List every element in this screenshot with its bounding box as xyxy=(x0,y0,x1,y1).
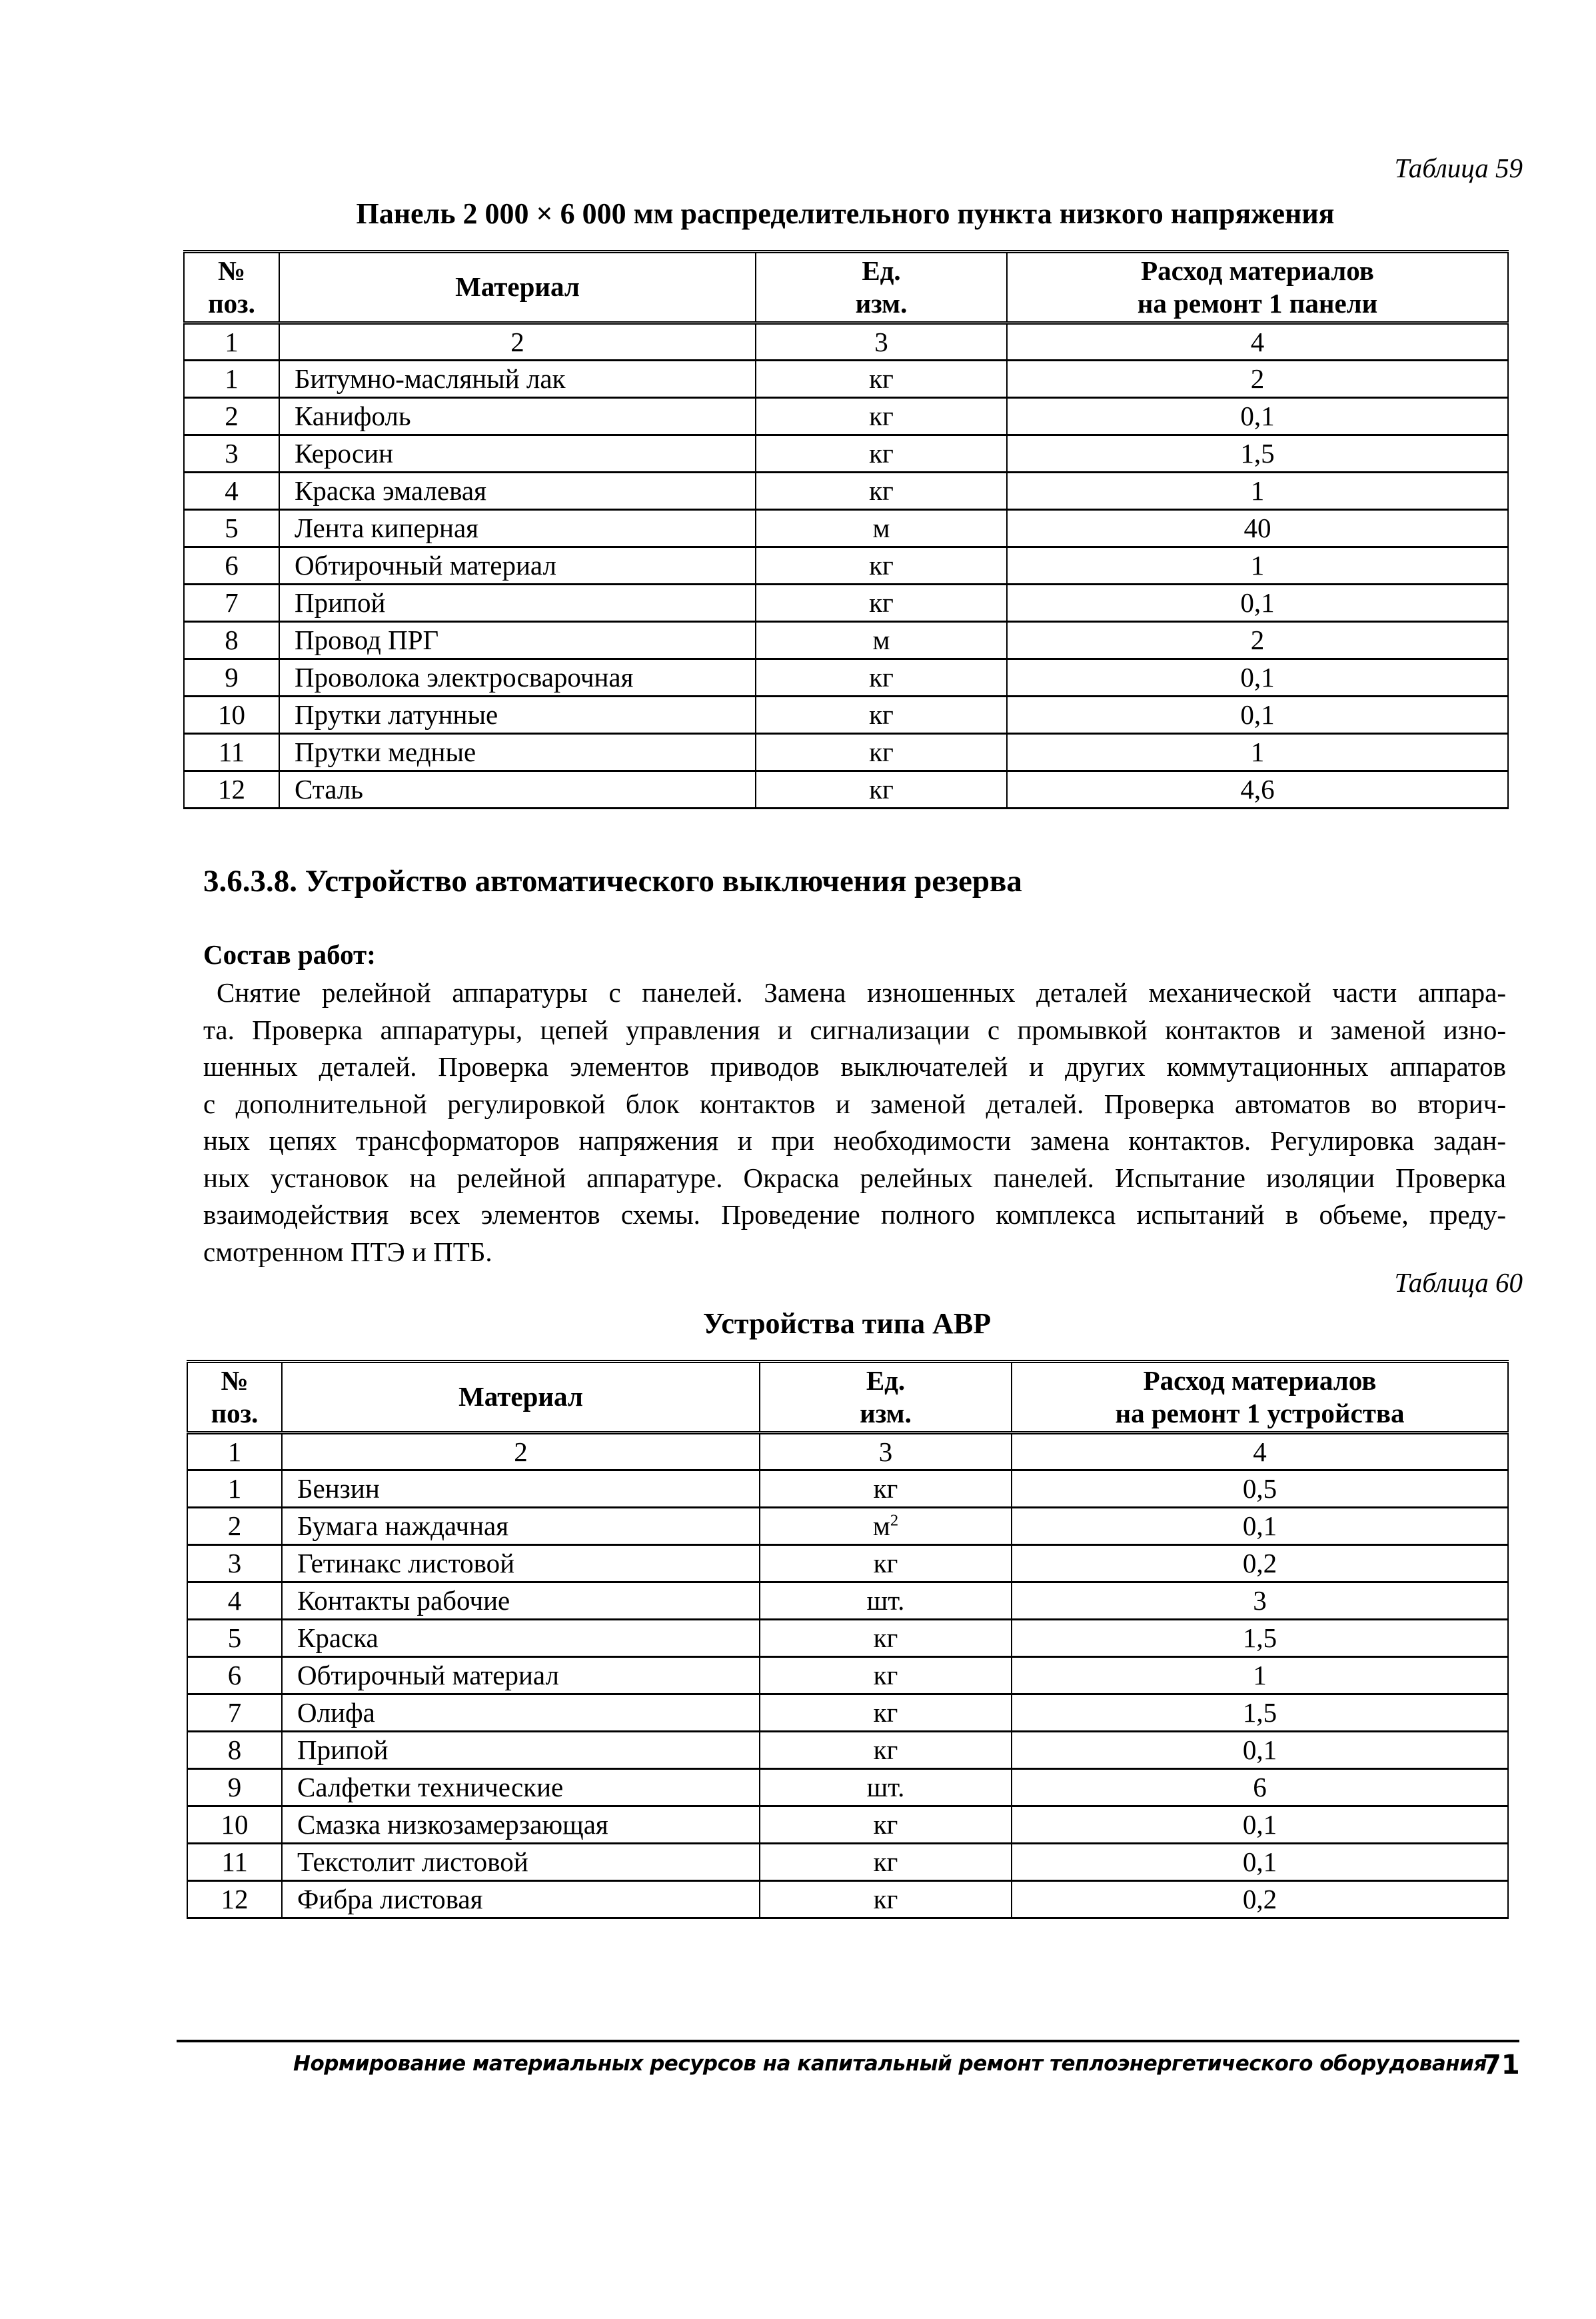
table-59 xyxy=(183,250,1509,809)
header-consumption-line1: Расход материалов xyxy=(1141,255,1374,286)
cell-material: Прутки латунные xyxy=(279,697,756,734)
unit-text: кг xyxy=(873,1734,898,1765)
cell-material: Смазка низкозамерзающая xyxy=(282,1806,760,1844)
footer-running-title: Нормирование материальных ресурсов на капитальный ремонт теплоэнергетического оборудования xyxy=(293,2052,1487,2076)
cell-pos: 11 xyxy=(184,734,279,771)
table-row xyxy=(184,435,1508,473)
footer-rule xyxy=(177,2040,1519,2042)
cell-pos: 3 xyxy=(187,1545,282,1582)
cell-material: Текстолит листовой xyxy=(282,1844,760,1881)
section-subheading: Состав работ: xyxy=(203,939,376,970)
cell-amount: 0,2 xyxy=(1012,1881,1508,1918)
cell-amount: 2 xyxy=(1007,622,1508,659)
table-row xyxy=(184,398,1508,435)
column-number: 2 xyxy=(279,323,756,361)
cell-amount: 6 xyxy=(1012,1769,1508,1806)
cell-pos: 9 xyxy=(184,659,279,697)
table-row xyxy=(184,585,1508,622)
cell-amount: 40 xyxy=(1007,510,1508,547)
unit-text: кг xyxy=(873,1473,898,1504)
cell-unit: кг xyxy=(756,697,1007,734)
table-row xyxy=(184,771,1508,809)
table-60-label: Таблица 60 xyxy=(1394,1267,1523,1298)
table-row xyxy=(184,734,1508,771)
work-line: ных установок на релейной аппаратуре. Окраска релейных панелей. Испытание изоляции Проверка xyxy=(203,1162,1506,1193)
cell-amount: 1,5 xyxy=(1012,1694,1508,1732)
cell-amount: 0,1 xyxy=(1012,1844,1508,1881)
column-number: 3 xyxy=(760,1433,1012,1470)
cell-pos: 8 xyxy=(184,622,279,659)
cell-unit: кг xyxy=(756,435,1007,473)
header-consumption-line2: на ремонт 1 панели xyxy=(1137,288,1378,319)
cell-material: Лента киперная xyxy=(279,510,756,547)
unit-text: м xyxy=(872,1510,890,1541)
table-row xyxy=(187,1508,1508,1545)
table-59-label: Таблица 59 xyxy=(1394,153,1523,183)
cell-material: Проволока электросварочная xyxy=(279,659,756,697)
cell-amount: 0,1 xyxy=(1012,1508,1508,1545)
unit-text: кг xyxy=(873,1548,898,1578)
table-row xyxy=(184,697,1508,734)
cell-material: Гетинакс листовой xyxy=(282,1545,760,1582)
cell-material: Олифа xyxy=(282,1694,760,1732)
cell-unit xyxy=(760,1844,1012,1881)
work-line: шенных деталей. Проверка элементов приводов выключателей и других коммутационных аппаратов xyxy=(203,1051,1506,1082)
table-row xyxy=(187,1694,1508,1732)
unit-text: кг xyxy=(873,1697,898,1728)
table-59-title: Панель 2 000 × 6 000 мм распределительного пункта низкого напряжения xyxy=(356,197,1335,230)
cell-unit: кг xyxy=(756,734,1007,771)
cell-unit: м xyxy=(756,510,1007,547)
cell-unit: кг xyxy=(756,585,1007,622)
work-line: смотренном ПТЭ и ПТБ. xyxy=(203,1236,492,1267)
work-line: та. Проверка аппаратуры, цепей управления и сигнализации с промывкой контактов и заменой изно- xyxy=(203,1014,1506,1045)
cell-amount: 3 xyxy=(1012,1582,1508,1620)
column-number: 3 xyxy=(756,323,1007,361)
cell-material: Канифоль xyxy=(279,398,756,435)
header-pos-line1: № xyxy=(217,255,246,286)
table-60-title: Устройства типа АВР xyxy=(702,1307,992,1340)
table-row xyxy=(187,1881,1508,1918)
cell-pos: 2 xyxy=(187,1508,282,1545)
section-heading: 3.6.3.8. Устройство автоматического выключения резерва xyxy=(203,864,1022,899)
cell-pos: 2 xyxy=(184,398,279,435)
column-number: 4 xyxy=(1012,1433,1508,1470)
cell-material: Краска эмалевая xyxy=(279,473,756,510)
header-consumption-line2: на ремонт 1 устройства xyxy=(1115,1398,1405,1428)
cell-unit xyxy=(760,1694,1012,1732)
header-pos-line2: поз. xyxy=(211,1398,259,1428)
header-unit-line2: изм. xyxy=(855,288,908,319)
cell-unit xyxy=(760,1470,1012,1508)
column-number: 1 xyxy=(184,323,279,361)
cell-unit xyxy=(760,1582,1012,1620)
cell-unit: кг xyxy=(756,398,1007,435)
cell-unit xyxy=(760,1508,1012,1545)
table-60-header-row xyxy=(187,1362,1508,1433)
header-consumption xyxy=(1007,252,1508,323)
cell-amount: 0,1 xyxy=(1007,697,1508,734)
cell-unit: кг xyxy=(756,473,1007,510)
header-consumption-line1: Расход материалов xyxy=(1143,1364,1377,1396)
cell-unit xyxy=(760,1620,1012,1657)
cell-material: Битумно-масляный лак xyxy=(279,361,756,398)
cell-material: Бумага наждачная xyxy=(282,1508,760,1545)
cell-amount: 1 xyxy=(1012,1657,1508,1694)
work-line: с дополнительной регулировкой блок контактов и заменой деталей. Проверка автоматов во вторич- xyxy=(203,1088,1506,1119)
cell-amount: 0,1 xyxy=(1012,1732,1508,1769)
header-unit-line1: Ед. xyxy=(862,255,901,286)
table-row xyxy=(184,659,1508,697)
unit-text: кг xyxy=(873,1846,898,1877)
table-row xyxy=(187,1806,1508,1844)
cell-pos: 12 xyxy=(187,1881,282,1918)
cell-material: Обтирочный материал xyxy=(279,547,756,585)
cell-pos: 9 xyxy=(187,1769,282,1806)
cell-pos: 10 xyxy=(184,697,279,734)
cell-amount: 1,5 xyxy=(1007,435,1508,473)
header-pos-line2: поз. xyxy=(208,288,255,319)
unit-superscript: 2 xyxy=(890,1511,899,1530)
cell-pos: 7 xyxy=(187,1694,282,1732)
table-row xyxy=(184,473,1508,510)
cell-material: Салфетки технические xyxy=(282,1769,760,1806)
cell-material: Краска xyxy=(282,1620,760,1657)
cell-unit xyxy=(760,1769,1012,1806)
column-number-row xyxy=(187,1433,1508,1470)
cell-material: Прутки медные xyxy=(279,734,756,771)
work-line: Снятие релейной аппаратуры с панелей. Замена изношенных деталей механической части аппара- xyxy=(217,977,1506,1008)
cell-pos: 1 xyxy=(187,1470,282,1508)
cell-material: Контакты рабочие xyxy=(282,1582,760,1620)
cell-pos: 5 xyxy=(187,1620,282,1657)
table-row xyxy=(187,1657,1508,1694)
cell-pos: 1 xyxy=(184,361,279,398)
cell-amount: 1 xyxy=(1007,473,1508,510)
table-row xyxy=(184,547,1508,585)
cell-material: Сталь xyxy=(279,771,756,809)
header-consumption xyxy=(1012,1362,1508,1433)
header-unit-line1: Ед. xyxy=(866,1364,906,1396)
work-description xyxy=(203,975,1506,1270)
unit-text: кг xyxy=(873,1622,898,1653)
cell-pos: 10 xyxy=(187,1806,282,1844)
cell-pos: 12 xyxy=(184,771,279,809)
cell-unit: м xyxy=(756,622,1007,659)
table-row xyxy=(187,1582,1508,1620)
column-number-row xyxy=(184,323,1508,361)
cell-amount: 0,1 xyxy=(1007,585,1508,622)
table-row xyxy=(184,510,1508,547)
column-number: 2 xyxy=(282,1433,760,1470)
unit-text: кг xyxy=(873,1660,898,1690)
page-number: 71 xyxy=(1483,2050,1520,2080)
cell-material: Бензин xyxy=(282,1470,760,1508)
unit-text: кг xyxy=(873,1809,898,1840)
cell-amount: 1 xyxy=(1007,547,1508,585)
work-line: ных цепях трансформаторов напряжения и при необходимости замена контактов. Регулировка задан- xyxy=(203,1125,1506,1156)
cell-unit xyxy=(760,1881,1012,1918)
header-unit xyxy=(760,1362,1012,1433)
cell-amount: 0,1 xyxy=(1012,1806,1508,1844)
cell-pos: 4 xyxy=(187,1582,282,1620)
cell-unit: кг xyxy=(756,547,1007,585)
cell-unit xyxy=(760,1732,1012,1769)
table-row xyxy=(187,1732,1508,1769)
work-line: взаимодействия всех элементов схемы. Проведение полного комплекса испытаний в объеме, преду- xyxy=(203,1199,1506,1230)
header-pos xyxy=(184,252,279,323)
cell-material: Фибра листовая xyxy=(282,1881,760,1918)
cell-unit xyxy=(760,1545,1012,1582)
table-row xyxy=(187,1844,1508,1881)
table-row xyxy=(184,361,1508,398)
cell-unit xyxy=(760,1806,1012,1844)
column-number: 4 xyxy=(1007,323,1508,361)
unit-text: кг xyxy=(873,1884,898,1914)
table-59-header-row xyxy=(184,252,1508,323)
table-60 xyxy=(187,1360,1509,1919)
cell-pos: 8 xyxy=(187,1732,282,1769)
cell-unit: кг xyxy=(756,361,1007,398)
header-material: Материал xyxy=(282,1362,760,1433)
cell-pos: 6 xyxy=(184,547,279,585)
cell-material: Керосин xyxy=(279,435,756,473)
header-unit-line2: изм. xyxy=(860,1398,912,1428)
table-row xyxy=(187,1470,1508,1508)
cell-amount: 0,1 xyxy=(1007,659,1508,697)
cell-amount: 0,1 xyxy=(1007,398,1508,435)
cell-amount: 2 xyxy=(1007,361,1508,398)
table-row xyxy=(184,622,1508,659)
header-unit xyxy=(756,252,1007,323)
header-material: Материал xyxy=(279,252,756,323)
cell-pos: 3 xyxy=(184,435,279,473)
cell-amount: 1 xyxy=(1007,734,1508,771)
cell-amount: 1,5 xyxy=(1012,1620,1508,1657)
cell-unit: кг xyxy=(756,771,1007,809)
cell-unit: кг xyxy=(756,659,1007,697)
unit-text: шт. xyxy=(866,1585,905,1616)
header-pos xyxy=(187,1362,282,1433)
cell-amount: 0,5 xyxy=(1012,1470,1508,1508)
cell-pos: 7 xyxy=(184,585,279,622)
cell-material: Провод ПРГ xyxy=(279,622,756,659)
column-number: 1 xyxy=(187,1433,282,1470)
table-row xyxy=(187,1769,1508,1806)
cell-material: Припой xyxy=(279,585,756,622)
cell-unit xyxy=(760,1657,1012,1694)
cell-pos: 11 xyxy=(187,1844,282,1881)
header-pos-line1: № xyxy=(221,1364,249,1396)
cell-material: Припой xyxy=(282,1732,760,1769)
cell-pos: 4 xyxy=(184,473,279,510)
cell-amount: 0,2 xyxy=(1012,1545,1508,1582)
cell-amount: 4,6 xyxy=(1007,771,1508,809)
table-row xyxy=(187,1620,1508,1657)
table-row xyxy=(187,1545,1508,1582)
cell-material: Обтирочный материал xyxy=(282,1657,760,1694)
cell-pos: 6 xyxy=(187,1657,282,1694)
unit-text: шт. xyxy=(866,1772,905,1802)
cell-pos: 5 xyxy=(184,510,279,547)
